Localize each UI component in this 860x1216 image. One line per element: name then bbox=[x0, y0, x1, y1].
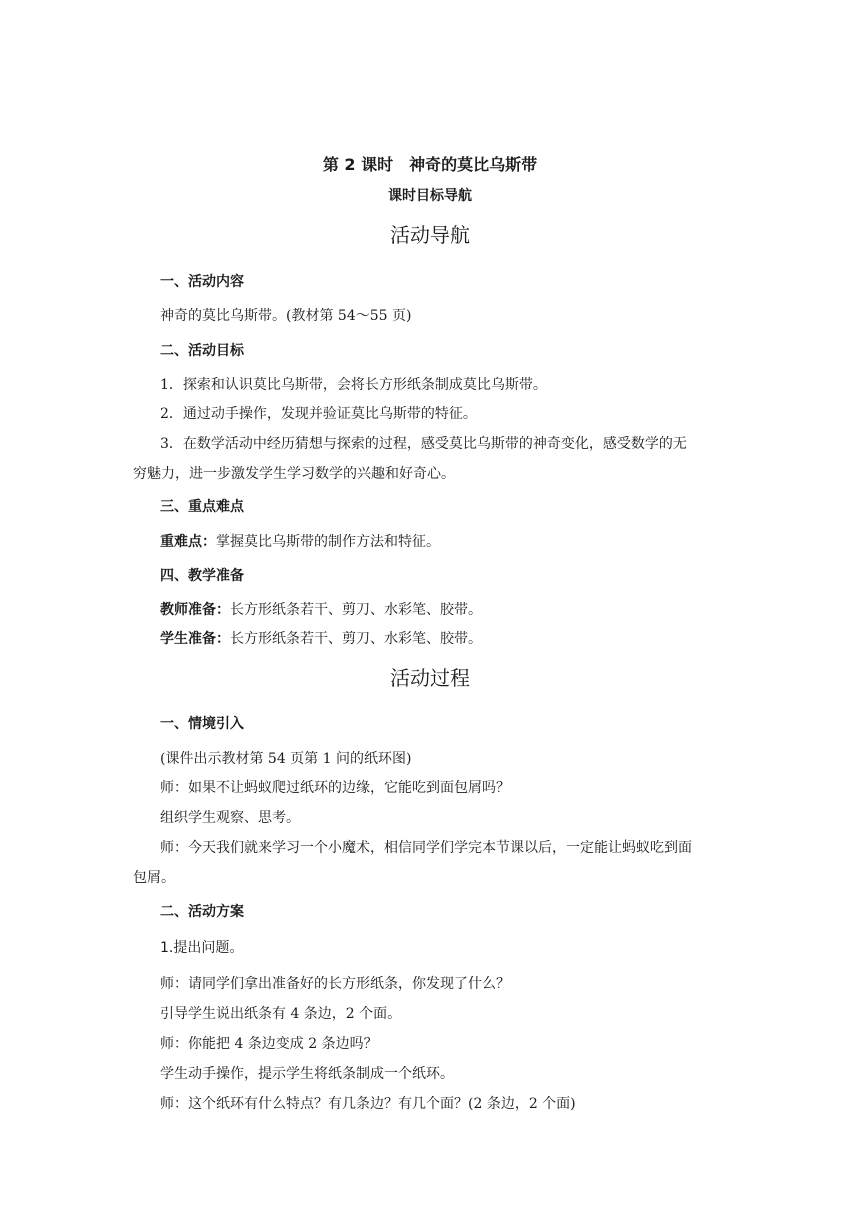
plan-line-2: 引导学生说出纸条有 4 条边，2 个面。 bbox=[160, 1006, 402, 1022]
plan-line-3: 师：你能把 4 条边变成 2 条边吗？ bbox=[160, 1036, 378, 1052]
plan-heading: 二、活动方案 bbox=[160, 904, 244, 920]
teacher-prep-label: 教师准备： bbox=[160, 602, 230, 618]
student-prep-text: 长方形纸条若干、剪刀、水彩笔、胶带。 bbox=[230, 631, 482, 647]
key-points-line bbox=[160, 531, 440, 551]
key-points-label: 重难点： bbox=[160, 534, 216, 550]
goal-3-line-1: 3．在数学活动中经历猜想与探索的过程，感受莫比乌斯带的神奇变化，感受数学的无 bbox=[160, 436, 687, 452]
intro-line-4b: 包屑。 bbox=[133, 870, 175, 886]
lesson-subtitle: 课时目标导航 bbox=[388, 188, 472, 204]
key-points-text: 掌握莫比乌斯带的制作方法和特征。 bbox=[216, 534, 440, 550]
goal-1: 1．探索和认识莫比乌斯带，会将长方形纸条制成莫比乌斯带。 bbox=[160, 377, 547, 393]
intro-line-4a: 师：今天我们就来学习一个小魔术，相信同学们学完本节课以后，一定能让蚂蚁吃到面 bbox=[160, 840, 692, 856]
section-heading-activity-guide: 活动导航 bbox=[390, 223, 470, 247]
student-prep-label: 学生准备： bbox=[160, 631, 230, 647]
goal-3-line-2: 穷魅力，进一步激发学生学习数学的兴趣和好奇心。 bbox=[133, 466, 455, 482]
plan-line-4: 学生动手操作，提示学生将纸条制成一个纸环。 bbox=[160, 1066, 454, 1082]
plan-line-5: 师：这个纸环有什么特点？有几条边？有几个面？(2 条边，2 个面) bbox=[160, 1096, 576, 1112]
teacher-prep-line bbox=[160, 599, 482, 619]
section-heading-activity-process: 活动过程 bbox=[390, 666, 470, 690]
step-1-heading: 1.提出问题。 bbox=[160, 940, 244, 956]
intro-heading: 一、情境引入 bbox=[160, 716, 244, 732]
student-prep-line bbox=[160, 628, 482, 648]
intro-line-3: 组织学生观察、思考。 bbox=[160, 810, 300, 826]
intro-line-1: (课件出示教材第 54 页第 1 问的纸环图) bbox=[160, 751, 412, 767]
key-points-heading: 三、重点难点 bbox=[160, 499, 244, 515]
preparation-heading: 四、教学准备 bbox=[160, 568, 244, 584]
plan-line-1: 师：请同学们拿出准备好的长方形纸条，你发现了什么？ bbox=[160, 976, 510, 992]
lesson-title: 第 2 课时 神奇的莫比乌斯带 bbox=[322, 155, 538, 174]
intro-line-2: 师：如果不让蚂蚁爬过纸环的边缘，它能吃到面包屑吗？ bbox=[160, 780, 510, 796]
goals-heading: 二、活动目标 bbox=[160, 343, 244, 359]
goal-2: 2．通过动手操作，发现并验证莫比乌斯带的特征。 bbox=[160, 406, 477, 422]
teacher-prep-text: 长方形纸条若干、剪刀、水彩笔、胶带。 bbox=[230, 602, 482, 618]
content-text: 神奇的莫比乌斯带。(教材第 54～55 页) bbox=[160, 308, 412, 324]
content-heading: 一、活动内容 bbox=[160, 274, 244, 290]
